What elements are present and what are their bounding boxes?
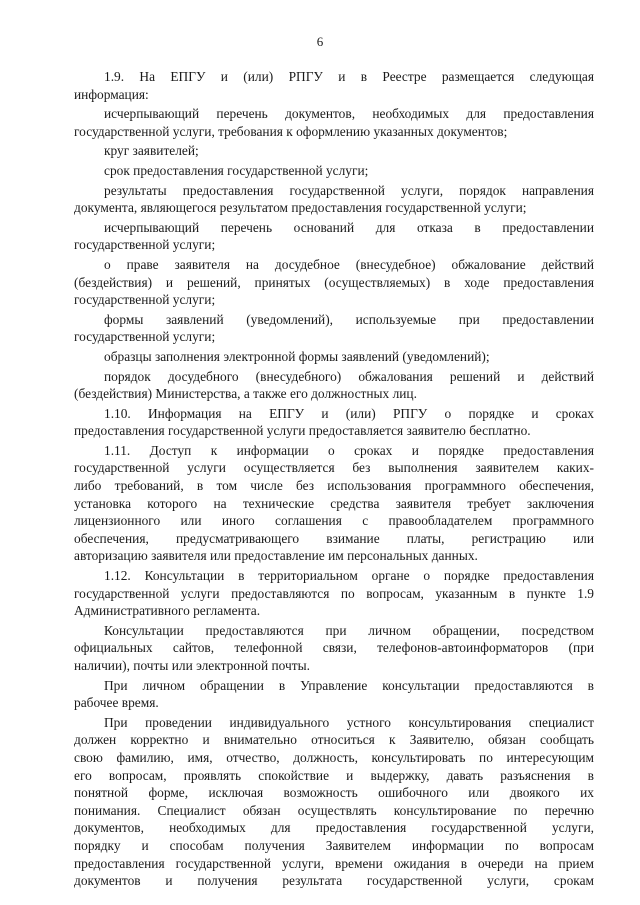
paragraph-p-list-2 [74, 142, 594, 160]
paragraph-p1-9 [74, 68, 594, 103]
text-line: авторизацию заявителя или предоставление им персональных данных. [74, 548, 478, 564]
text-line: наличии), почты или электронной почты. [74, 658, 310, 673]
paragraph-p-oral [74, 714, 594, 890]
text-line: (бездействия) и решений, принятых (осуществляемых) в ходе предоставления [74, 274, 594, 290]
text-line: документов, необходимых для предоставления государственной услуги, [74, 820, 594, 836]
document-body [74, 68, 594, 890]
text-line: формы заявлений (уведомлений), используемые при предоставлении [104, 311, 594, 327]
text-line: лицензионного или иного соглашения с правообладателем программного [74, 513, 594, 529]
text-line: понимания. Специалист обязан осуществлять консультирование по перечню [74, 802, 594, 818]
text-line: (бездействия) Министерства, а также его должностных лиц. [74, 386, 417, 402]
paragraph-p-list-8 [74, 348, 594, 366]
text-line: образцы заполнения электронной формы заявлений (уведомлений); [104, 348, 490, 364]
text-line: срок предоставления государственной услуги; [104, 162, 369, 178]
text-line: государственной услуги, требования к оформлению указанных документов; [74, 123, 508, 139]
text-line: государственной услуги предоставляются по вопросам, указанным в пункте 1.9 [74, 585, 594, 601]
text-line: государственной услуги; [74, 329, 216, 345]
text-line: 1.10. Информация на ЕПГУ и (или) РПГУ о порядке и сроках [104, 405, 594, 421]
text-line: 1.11. Доступ к информации о сроках и порядке предоставления [104, 442, 594, 458]
text-line: государственной услуги осуществляется без выполнения заявителем каких- [74, 460, 594, 476]
text-line: информация: [74, 86, 149, 102]
text-line: порядку и способам получения Заявителем информации по вопросам [74, 837, 594, 853]
paragraph-p-list-3 [74, 162, 594, 180]
text-line: документов и получения результата государственной услуги, срокам [74, 873, 594, 889]
text-line: государственной услуги; [74, 292, 216, 308]
text-line: порядок досудебного (внесудебного) обжалования решений и действий [104, 368, 594, 384]
text-line: государственной услуги; [74, 237, 216, 253]
text-line: Консультации предоставляются при личном обращении, посредством [104, 622, 594, 638]
paragraph-p-personal [74, 677, 594, 712]
text-line: понятной форме, исключая возможность ошибочного или двоякого их [74, 785, 594, 801]
text-line: официальных сайтов, телефонной связи, телефонов-автоинформаторов (при [74, 640, 594, 656]
text-line: При проведении индивидуального устного консультирования специалист [104, 714, 594, 730]
text-line: должен корректно и внимательно относиться к Заявителю, обязан сообщать [74, 732, 594, 748]
text-line: о праве заявителя на досудебное (внесудебное) обжалование действий [104, 256, 594, 272]
paragraph-p1-10 [74, 405, 594, 440]
text-line: результаты предоставления государственной услуги, порядок направления [104, 182, 594, 198]
paragraph-p1-11 [74, 442, 594, 565]
text-line: предоставления государственной услуги предоставляется заявителю бесплатно. [74, 423, 531, 439]
text-line: обеспечения, предусматривающего взимание платы, регистрацию или [74, 530, 594, 546]
text-line: исчерпывающий перечень оснований для отказа в предоставлении [104, 219, 594, 235]
text-line: Административного регламента. [74, 603, 261, 619]
paragraph-p-list-5 [74, 219, 594, 254]
text-line: исчерпывающий перечень документов, необходимых для предоставления [104, 106, 594, 122]
paragraph-p-list-1 [74, 105, 594, 140]
paragraph-p-list-4 [74, 182, 594, 217]
text-line: При личном обращении в Управление консультации предоставляются в [104, 677, 594, 693]
paragraph-p-list-9 [74, 368, 594, 403]
paragraph-p-consult [74, 622, 594, 675]
text-line: предоставления государственной услуги, времени ожидания в очереди на прием [74, 855, 594, 871]
text-line: рабочее время. [74, 695, 159, 711]
paragraph-p-list-6 [74, 256, 594, 309]
paragraph-p-list-7 [74, 311, 594, 346]
text-line: 1.12. Консультации в территориальном органе о порядке предоставления [104, 568, 594, 584]
text-line: установка которого на технические средства заявителя требует заключения [74, 495, 594, 511]
text-line: либо требований, в том числе без использования программного обеспечения, [74, 478, 594, 494]
text-line: свою фамилию, имя, отчество, должность, консультировать по интересующим [74, 749, 594, 765]
page-number: 6 [316, 34, 324, 49]
paragraph-p1-12 [74, 567, 594, 620]
text-line: круг заявителей; [104, 143, 199, 159]
text-line: 1.9. На ЕПГУ и (или) РПГУ и в Реестре размещается следующая [104, 69, 594, 84]
text-line: документа, являющегося результатом предоставления государственной услуги; [74, 200, 527, 216]
text-line: его вопросам, проявлять спокойствие и выдержку, давать разъяснения в [74, 767, 594, 783]
